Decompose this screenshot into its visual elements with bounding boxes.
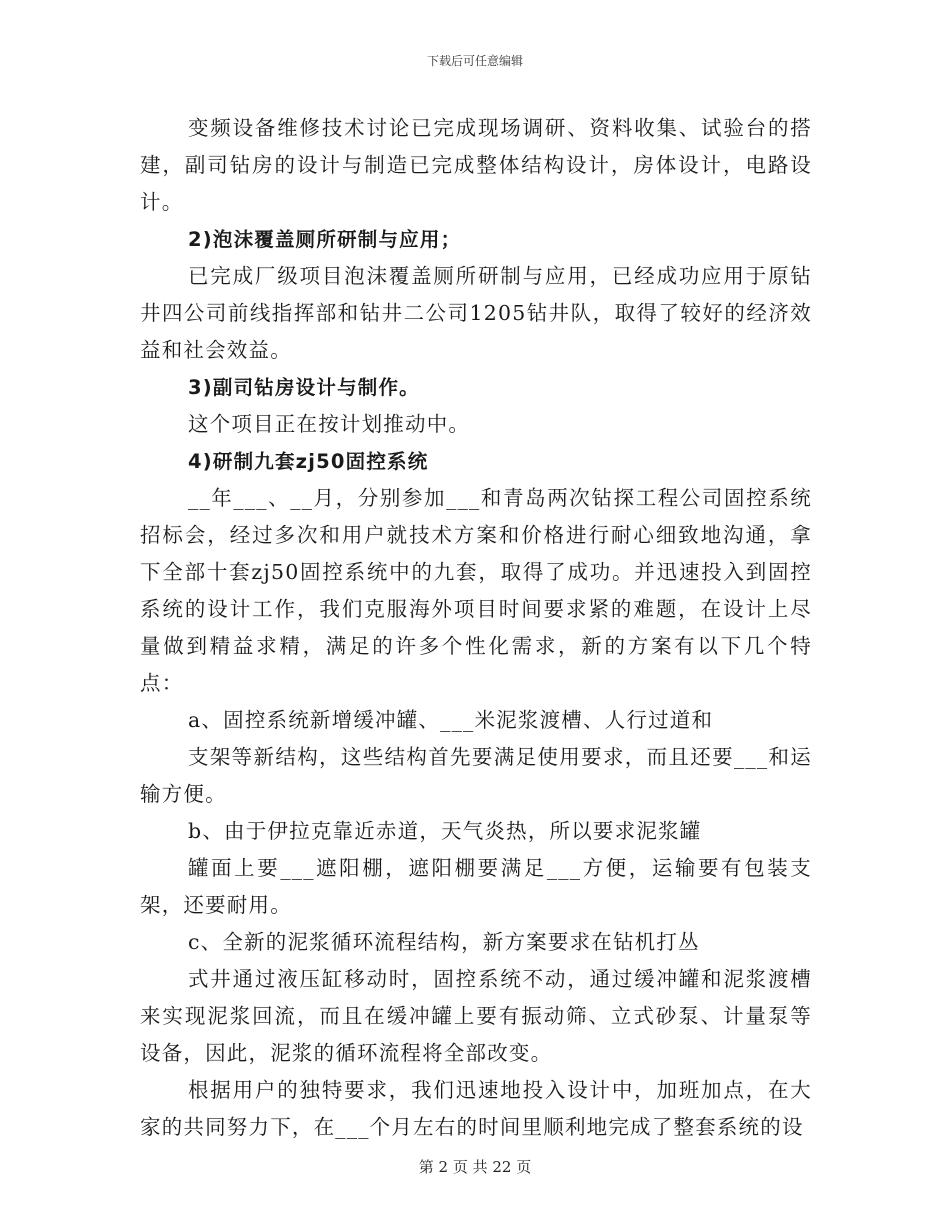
item-a-head: a、固控系统新增缓冲罐、___米泥浆渡槽、人行过道和	[188, 708, 714, 732]
paragraph-design-progress: 根据用户的独特要求，我们迅速地投入设计中，加班加点，在大家的共同努力下，在___个月左右的时间里顺利地完成了整套系统的设	[140, 1078, 812, 1139]
paragraph-foam-toilet: 已完成厂级项目泡沫覆盖厕所研制与应用，已经成功应用于原钻井四公司前线指挥部和钻井二公司1205钻井队，取得了较好的经济效益和社会效益。	[140, 264, 812, 362]
item-b-body: 罐面上要___遮阳棚，遮阳棚要满足___方便，运输要有包装支架，还要耐用。	[140, 856, 812, 917]
page-header-note: 下载后可任意编辑	[426, 54, 523, 68]
page-footer-number: 第 2 页 共 22 页	[418, 1158, 532, 1176]
item-a-body: 支架等新结构，这些结构首先要满足使用要求，而且还要___和运输方便。	[140, 745, 812, 806]
item-b-head: b、由于伊拉克靠近赤道，天气炎热，所以要求泥浆罐	[188, 819, 702, 843]
heading-driller-room: 3)副司钻房设计与制作。	[188, 376, 420, 399]
item-c-body: 式井通过液压缸移动时，固控系统不动，通过缓冲罐和泥浆渡槽来实现泥浆回流，而且在缓冲罐上要有振动筛、立式砂泵、计量泵等设备，因此，泥浆的循环流程将全部改变。	[140, 967, 812, 1065]
paragraph-inverter-maintenance: 变频设备维修技术讨论已完成现场调研、资料收集、试验台的搭建，副司钻房的设计与制造已完成整体结构设计，房体设计，电路设计。	[140, 116, 812, 214]
heading-foam-toilet: 2)泡沫覆盖厕所研制与应用；	[188, 228, 462, 251]
paragraph-solids-control: __年___、__月，分别参加___和青岛两次钻探工程公司固控系统招标会，经过多次和用户就技术方案和价格进行耐心细致地沟通，拿下全部十套zj50固控系统中的九套，取得了成功。并迅速投入到固控系统的设计工作，我们克服海外项目时间要求紧的难题，在设计上尽量做到精益求精，满足的许多个性化需求，新的方案有以下几个特点：	[140, 486, 812, 695]
heading-solids-control: 4)研制九套zj50固控系统	[188, 450, 429, 473]
item-c-head: c、全新的泥浆循环流程结构，新方案要求在钻机打丛	[188, 930, 700, 954]
paragraph-driller-room: 这个项目正在按计划推动中。	[188, 412, 471, 436]
document-body	[140, 110, 812, 1146]
